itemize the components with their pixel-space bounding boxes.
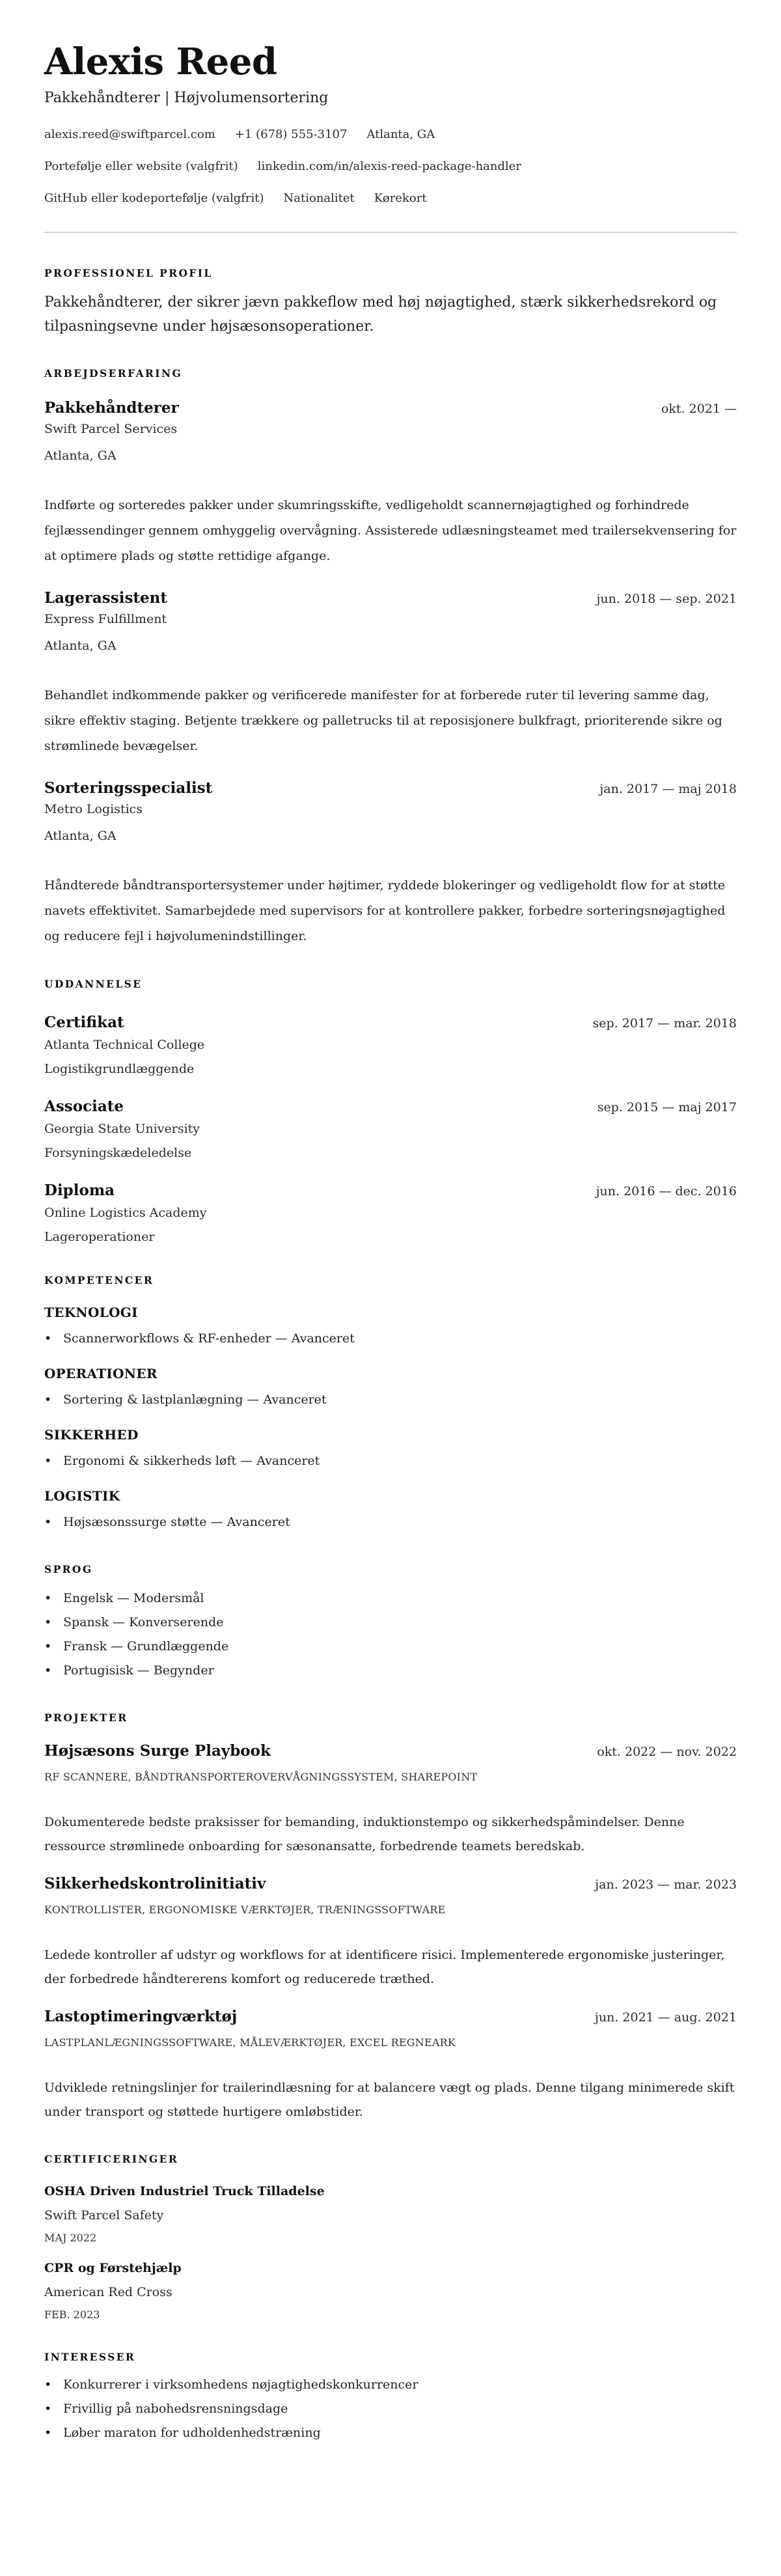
- education-dates: sep. 2015 — maj 2017: [597, 1100, 737, 1115]
- skill-group: [44, 1426, 737, 1473]
- project-dates: jan. 2023 — mar. 2023: [595, 1877, 737, 1892]
- section-experience: [44, 367, 737, 949]
- job-location: Atlanta, GA: [44, 829, 116, 843]
- experience-entry: [44, 398, 737, 569]
- skill-item: • Højsæsonssurge støtte — Avanceret: [44, 1510, 737, 1534]
- certification-issuer: Swift Parcel Safety: [44, 2208, 164, 2223]
- project-entry: [44, 1874, 737, 1991]
- job-description: Håndterede båndtransportersystemer under højtimer, ryddede blokeringer og vedligeholdt flow for at støtte navets effektivitet. Samarbejdede med supervisors for at kontrollere pakker, forbedre sorteringsnøjagtighed og reducere fejl i højvolumenindstillinger.: [44, 878, 726, 943]
- skill-group: [44, 1304, 737, 1351]
- education-dates: jun. 2016 — dec. 2016: [596, 1184, 737, 1198]
- job-title: Lagerassistent: [44, 589, 167, 607]
- contact-row-primary: [44, 126, 737, 143]
- job-company: Express Fulfillment: [44, 612, 167, 626]
- language-item: • Portugisisk — Begynder: [44, 1659, 737, 1683]
- section-profile: [44, 267, 737, 339]
- study-field: Forsyningskædeledelse: [44, 1146, 192, 1160]
- skill-category: LOGISTIK: [44, 1488, 120, 1504]
- skill-item: • Scannerworkflows & RF-enheder — Avanceret: [44, 1327, 737, 1351]
- section-title-certifications: CERTIFICERINGER: [44, 2153, 179, 2165]
- language-list: [44, 1586, 737, 1683]
- section-title-experience: ARBEJDSERFARING: [44, 367, 183, 380]
- candidate-name: Alexis Reed: [44, 40, 277, 83]
- education-entry: [44, 1181, 737, 1245]
- interest-item: • Løber maraton for udholdenhedstræning: [44, 2421, 737, 2445]
- contact-nationality: Nationalitet: [283, 191, 355, 205]
- candidate-headline: Pakkehåndterer | Højvolumensortering: [44, 90, 329, 106]
- project-dates: okt. 2022 — nov. 2022: [597, 1745, 737, 1759]
- language-item: • Engelsk — Modersmål: [44, 1586, 737, 1611]
- job-description: Indførte og sorteredes pakker under skumringsskifte, vedligeholdt scannernøjagtighed og forhindrede fejlæssendinger gennem omhyggelig overvågning. Assisterede udlæsningsteamet med trailersekvensering for at optimere plads og støtte rettidige afgange.: [44, 498, 737, 563]
- contact-linkedin[interactable]: linkedin.com/in/alexis-reed-package-handler: [257, 159, 522, 173]
- certification-date: FEB. 2023: [44, 2308, 100, 2321]
- project-title: Lastoptimeringværktøj: [44, 2008, 238, 2025]
- interest-item: • Konkurrerer i virksomhedens nøjagtighedskonkurrencer: [44, 2373, 737, 2397]
- education-entry: [44, 1097, 737, 1161]
- language-item: • Spansk — Konverserende: [44, 1611, 737, 1635]
- section-projects: [44, 1711, 737, 2124]
- section-skills: [44, 1274, 737, 1534]
- section-title-projects: PROJEKTER: [44, 1711, 128, 1724]
- project-description: Ledede kontroller af udstyr og workflows for at identificere risici. Implementerede ergonomiske justeringer, der forbedrede håndtererens komfort og reducerede træthed.: [44, 1948, 725, 1986]
- skill-category: TEKNOLOGI: [44, 1305, 138, 1320]
- project-title: Sikkerhedskontrolinitiativ: [44, 1875, 266, 1892]
- degree-title: Diploma: [44, 1182, 115, 1199]
- project-dates: jun. 2021 — aug. 2021: [594, 2010, 737, 2025]
- project-tools: LASTPLANLÆGNINGSSOFTWARE, MÅLEVÆRKTØJER, EXCEL REGNEARK: [44, 2036, 456, 2049]
- section-certifications: [44, 2153, 737, 2322]
- skill-group: [44, 1488, 737, 1534]
- section-title-profile: PROFESSIONEL PROFIL: [44, 267, 213, 279]
- skill-item: • Sortering & lastplanlægning — Avanceret: [44, 1388, 737, 1412]
- job-location: Atlanta, GA: [44, 449, 116, 463]
- certification-entry: [44, 2183, 737, 2245]
- school-name: Georgia State University: [44, 1122, 200, 1136]
- interest-list: [44, 2373, 737, 2445]
- skill-category: SIKKERHED: [44, 1427, 139, 1443]
- header-divider: [44, 232, 737, 233]
- contact-github[interactable]: GitHub eller kodeportefølje (valgfrit): [44, 191, 264, 205]
- experience-entry: [44, 589, 737, 759]
- job-company: Metro Logistics: [44, 802, 143, 816]
- certification-issuer: American Red Cross: [44, 2285, 172, 2299]
- project-entry: [44, 2007, 737, 2124]
- contact-row-links: [44, 158, 737, 175]
- study-field: Logistikgrundlæggende: [44, 1062, 195, 1076]
- school-name: Online Logistics Academy: [44, 1206, 207, 1220]
- section-education: [44, 978, 737, 1245]
- section-languages: [44, 1563, 737, 1683]
- section-interests: [44, 2351, 737, 2445]
- job-description: Behandlet indkommende pakker og verificerede manifester for at forberede ruter til levering samme dag, sikre effektiv staging. Betjente trækkere og palletrucks til at reposisjonere bulkfragt, prioriterende sikre og strømlinede bevægelser.: [44, 688, 722, 753]
- interest-item: • Frivillig på nabohedsrensningsdage: [44, 2397, 737, 2421]
- project-title: Højsæsons Surge Playbook: [44, 1742, 271, 1760]
- project-tools: RF SCANNERE, BÅNDTRANSPORTEROVERVÅGNINGSSYSTEM, SHAREPOINT: [44, 1771, 478, 1783]
- job-dates: jan. 2017 — maj 2018: [599, 782, 737, 796]
- education-dates: sep. 2017 — mar. 2018: [592, 1016, 737, 1031]
- skill-category: OPERATIONER: [44, 1366, 158, 1381]
- section-title-skills: KOMPETENCER: [44, 1274, 154, 1286]
- job-title: Pakkehåndterer: [44, 399, 179, 417]
- job-location: Atlanta, GA: [44, 639, 116, 653]
- contact-row-extra: [44, 190, 737, 207]
- job-company: Swift Parcel Services: [44, 422, 178, 436]
- job-dates: jun. 2018 — sep. 2021: [596, 592, 737, 606]
- section-title-interests: INTERESSER: [44, 2351, 136, 2363]
- school-name: Atlanta Technical College: [44, 1038, 205, 1052]
- job-title: Sorteringsspecialist: [44, 779, 213, 797]
- certification-title: OSHA Driven Industriel Truck Tilladelse: [44, 2184, 325, 2198]
- contact-email[interactable]: alexis.reed@swiftparcel.com: [44, 128, 215, 141]
- job-dates: okt. 2021 —: [661, 402, 737, 416]
- skill-group: [44, 1365, 737, 1412]
- project-description: Dokumenterede bedste praksisser for bemanding, induktionstempo og sikkerhedspåmindelser. Denne ressource strømlinede onboarding for sæsonansatte, forbedrende teamets beredskab.: [44, 1815, 685, 1853]
- contact-phone[interactable]: +1 (678) 555-3107: [234, 128, 348, 141]
- contact-portfolio[interactable]: Portefølje eller website (valgfrit): [44, 159, 238, 173]
- contact-location: Atlanta, GA: [366, 128, 435, 141]
- project-entry: [44, 1741, 737, 1859]
- study-field: Lageroperationer: [44, 1230, 155, 1244]
- certification-entry: [44, 2260, 737, 2322]
- experience-entry: [44, 779, 737, 949]
- skill-item: • Ergonomi & sikkerheds løft — Avanceret: [44, 1449, 737, 1473]
- degree-title: Certifikat: [44, 1014, 124, 1031]
- project-tools: KONTROLLISTER, ERGONOMISKE VÆRKTØJER, TRÆNINGSSOFTWARE: [44, 1904, 446, 1916]
- language-item: • Fransk — Grundlæggende: [44, 1635, 737, 1659]
- resume-header: [44, 38, 737, 207]
- certification-date: MAJ 2022: [44, 2232, 97, 2244]
- education-entry: [44, 1013, 737, 1077]
- contact-drivers-license: Kørekort: [374, 191, 427, 205]
- project-description: Udviklede retningslinjer for trailerindlæsning for at balancere vægt og plads. Denne tilgang minimerede skift under transport og støttede hurtigere omløbstider.: [44, 2081, 735, 2119]
- section-title-languages: SPROG: [44, 1563, 93, 1575]
- certification-title: CPR og Førstehjælp: [44, 2261, 182, 2275]
- profile-summary: Pakkehåndterer, der sikrer jævn pakkeflow med høj nøjagtighed, stærk sikkerhedsrekord og tilpasningsevne under højsæsonsoperationer.: [44, 294, 717, 335]
- section-title-education: UDDANNELSE: [44, 978, 143, 990]
- degree-title: Associate: [44, 1098, 124, 1115]
